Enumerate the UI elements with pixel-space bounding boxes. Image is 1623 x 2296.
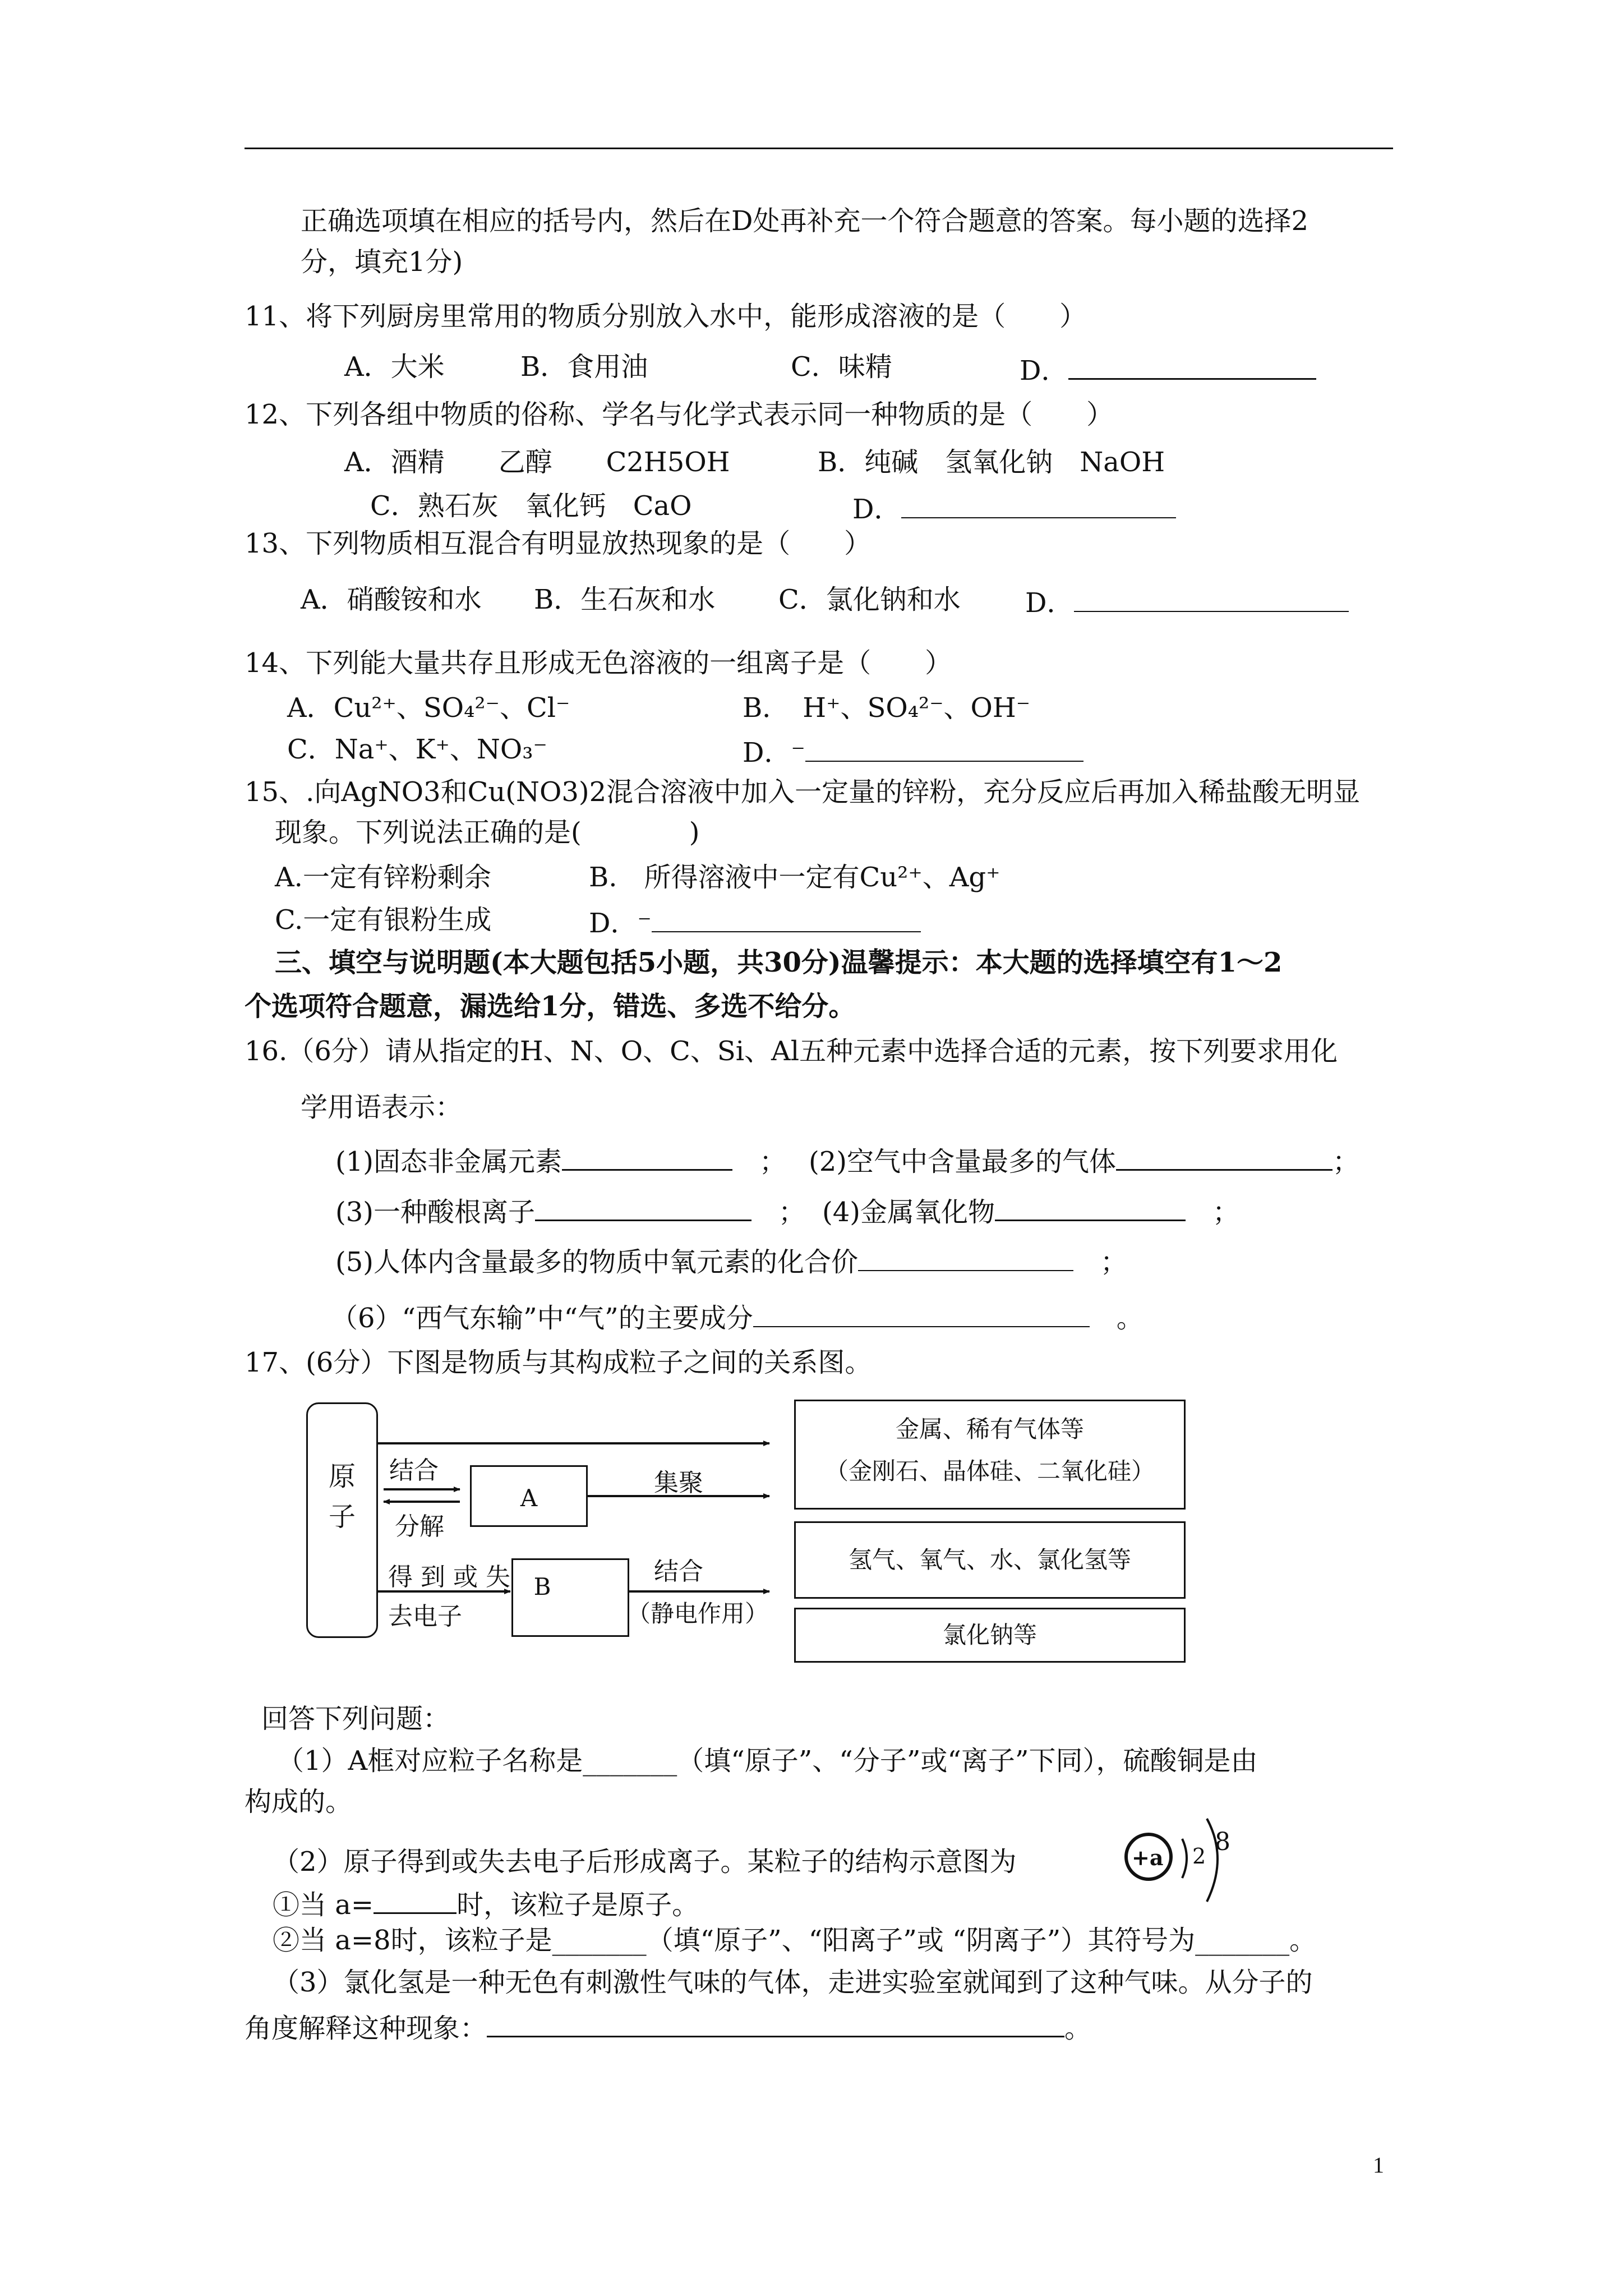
q14-stem: 14、下列能大量共存且形成无色溶液的一组离子是（ ） — [245, 647, 952, 679]
q16-line-1: 16.（6分）请从指定的H、N、O、C、Si、Al五种元素中选择合适的元素，按下列要求用化 — [245, 1036, 1338, 1067]
q14-option-b: B． H⁺、SO₄²⁻、OH⁻ — [743, 692, 1031, 724]
q11-option-a: A．大米 — [344, 351, 445, 383]
shell-1-count: 2 — [1192, 1844, 1206, 1869]
page-number: 1 — [1373, 2152, 1384, 2178]
q15-option-d: D．⁻ — [589, 907, 921, 937]
q17-s2-a: ①当 a= 时，该粒子是原子。 — [273, 1888, 699, 1918]
shell-2-count: 8 — [1215, 1828, 1230, 1856]
q13-stem: 13、下列物质相互混合有明显放热现象的是（ ） — [245, 528, 872, 559]
result-box-3-label: 氯化钠等 — [942, 1621, 1037, 1649]
q12-stem: 12、下列各组中物质的俗称、学名与化学式表示同一种物质的是（ ） — [245, 399, 1114, 430]
q17-s2-a-blank[interactable] — [374, 1888, 457, 1914]
q15-line-2: 现象。下列说法正确的是( ) — [275, 817, 700, 848]
atom-label-2: 子 — [329, 1501, 356, 1533]
box-a-label: A — [520, 1484, 538, 1512]
decompose-label: 分解 — [395, 1512, 444, 1541]
q11-stem: 11、将下列厨房里常用的物质分别放入水中，能形成溶液的是（ ） — [245, 301, 1087, 332]
gain-lose-label-1: 得 到 或 失 — [388, 1563, 510, 1591]
q12-option-c: C．熟石灰 氧化钙 CaO — [370, 490, 692, 522]
result-box-2-label: 氢气、氧气、水、氯化氢等 — [848, 1546, 1131, 1573]
atom-label-1: 原 — [329, 1461, 356, 1492]
q17-s3-line-2: 角度解释这种现象： 。 — [245, 2011, 1091, 2042]
q15-line-1: 15、.向AgNO3和Cu(NO3)2混合溶液中加入一定量的锌粉，充分反应后再加入稀盐酸无明显 — [245, 776, 1361, 808]
q17-s2-b: ②当 a=8时，该粒子是_______（填“原子”、“阳离子”或 “阴离子”）其符号为_______。 — [273, 1925, 1317, 1956]
q14-option-c: C．Na⁺、K⁺、NO₃⁻ — [287, 734, 547, 765]
q15-option-b: B. 所得溶液中一定有Cu²⁺、Ag⁺ — [589, 862, 1000, 893]
result-box-1-line-2: （金刚石、晶体硅、二氧化硅） — [824, 1457, 1155, 1485]
q14-option-d: D．⁻ — [743, 736, 1083, 766]
q17-s2-line-1: （2）原子得到或失去电子后形成离子。某粒子的结构示意图为 — [273, 1846, 1017, 1878]
section3-line-2: 个选项符合题意，漏选给1分，错选、多选不给分。 — [245, 991, 856, 1022]
q11-option-b: B．食用油 — [520, 351, 648, 383]
q16-part-3: (3)一种酸根离子 ； — [335, 1195, 805, 1226]
q13-option-a: A．硝酸铵和水 — [301, 584, 482, 615]
result-box-1-line-1: 金属、稀有气体等 — [895, 1415, 1084, 1443]
q13-option-d: D． — [1025, 586, 1349, 616]
intro-line-2: 分，填充1分) — [301, 246, 463, 278]
q17-s3-line-1: （3）氯化氢是一种无色有刺激性气味的气体，走进实验室就闻到了这种气味。从分子的 — [273, 1967, 1313, 1998]
q17-s1-line-1: （1）A框对应粒子名称是_______（填“原子”、“分子”或“离子”下同），硫酸铜是由 — [277, 1745, 1258, 1777]
q17-s1-line-2: 构成的。 — [245, 1786, 353, 1818]
q16-part-2: (2)空气中含量最多的气体 ； — [809, 1144, 1359, 1175]
q17-s3-blank[interactable] — [487, 2011, 1064, 2037]
box-b-label: B — [533, 1573, 551, 1600]
q12-option-b: B．纯碱 氢氧化钠 NaOH — [818, 447, 1165, 478]
q11-option-d: D． — [1020, 353, 1316, 384]
combine2-label: 结合 — [654, 1557, 703, 1586]
q17-answer-intro: 回答下列问题： — [261, 1703, 450, 1734]
q13-option-b: B．生石灰和水 — [534, 584, 716, 615]
q16-part-6: （6）“西气东输”中“气”的主要成分 。 — [331, 1303, 1144, 1334]
q13-option-c: C．氯化钠和水 — [778, 584, 961, 615]
q14-option-a: A．Cu²⁺、SO₄²⁻、Cl⁻ — [287, 692, 570, 724]
q12-option-d: D． — [852, 493, 1176, 523]
intro-line-1: 正确选项填在相应的括号内，然后在D处再补充一个符合题意的答案。每小题的选择2 — [301, 205, 1309, 237]
electrostatic-label: （静电作用） — [627, 1600, 769, 1627]
q16-line-2: 学用语表示： — [301, 1092, 463, 1123]
q16-part-1: (1)固态非金属元素 ； — [335, 1144, 786, 1175]
gather-label: 集聚 — [654, 1469, 703, 1497]
q11-option-c: C．味精 — [791, 351, 892, 383]
section3-line-1: 三、填空与说明题(本大题包括5小题，共30分)温馨提示：本大题的选择填空有1～2 — [275, 947, 1283, 978]
nucleus-label: +a — [1132, 1845, 1164, 1870]
q17-stem: 17、(6分）下图是物质与其构成粒子之间的关系图。 — [245, 1347, 872, 1378]
q16-part-4: (4)金属氧化物 ； — [822, 1195, 1239, 1226]
q15-option-a: A.一定有锌粉剩余 — [275, 862, 491, 893]
combine-label: 结合 — [389, 1456, 439, 1485]
q16-part-5: (5)人体内含量最多的物质中氧元素的化合价 ； — [335, 1246, 1128, 1278]
q15-option-c: C.一定有银粉生成 — [275, 904, 492, 936]
q12-option-a: A．酒精 乙醇 C2H5OH — [344, 447, 730, 478]
gain-lose-label-2: 去电子 — [388, 1602, 462, 1631]
